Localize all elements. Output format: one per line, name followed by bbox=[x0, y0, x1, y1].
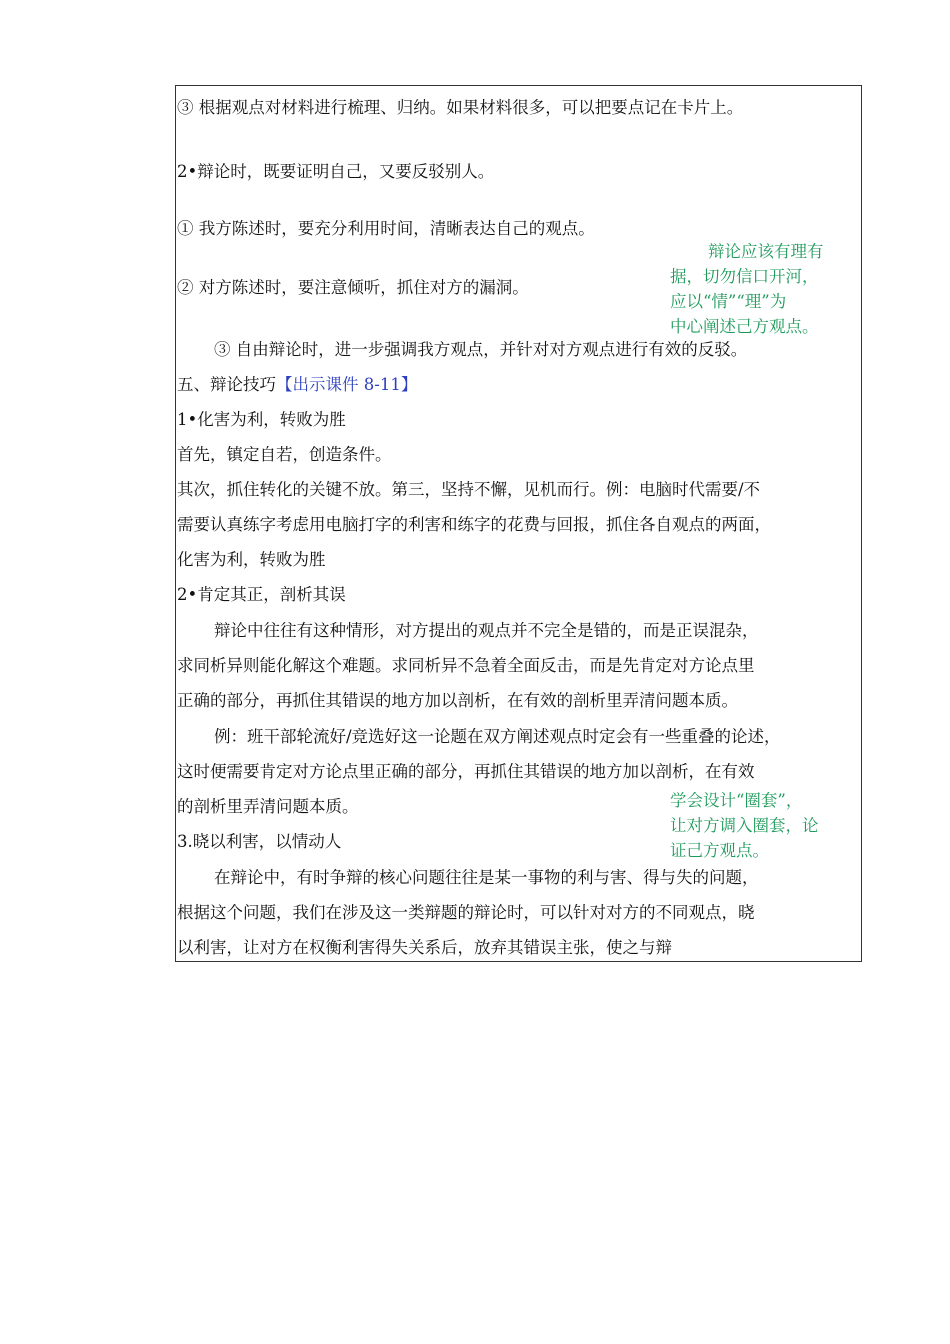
text-line: 正确的部分，再抓住其错误的地方加以剖析，在有效的剖析里弄清问题本质。 bbox=[177, 691, 738, 710]
text-line: 的剖析里弄清问题本质。 bbox=[177, 797, 359, 816]
section-heading-text: 五、辩论技巧 bbox=[177, 375, 276, 394]
text-line: 3.晓以利害，以情动人 bbox=[177, 832, 342, 851]
text-line: 化害为利，转败为胜 bbox=[177, 550, 326, 569]
text-line: ② 对方陈述时，要注意倾听，抓住对方的漏洞。 bbox=[177, 278, 529, 297]
margin-note-2-line: 让对方调入圈套，论 bbox=[670, 816, 819, 835]
margin-note-2-line: 学会设计“圈套”， bbox=[670, 791, 803, 810]
text-line: 需要认真练字考虑用电脑打字的利害和练字的花费与回报，抓住各自观点的两面， bbox=[177, 515, 771, 534]
text-line: 例：班干部轮流好/竞选好这一论题在双方阐述观点时定会有一些重叠的论述， bbox=[214, 727, 781, 746]
section-heading bbox=[177, 374, 417, 396]
margin-note-1-line: 辩论应该有理有 bbox=[708, 242, 824, 261]
text-line: ① 我方陈述时，要充分利用时间，清晰表达自己的观点。 bbox=[177, 219, 595, 238]
text-line: 1•化害为利，转败为胜 bbox=[177, 410, 346, 429]
margin-note-1-line: 据，切勿信口开河， bbox=[670, 267, 819, 286]
margin-note-1-line: 中心阐述己方观点。 bbox=[670, 317, 819, 336]
text-line: ③ 根据观点对材料进行梳理、归纳。如果材料很多，可以把要点记在卡片上。 bbox=[177, 98, 744, 117]
text-line: 2•肯定其正，剖析其误 bbox=[177, 585, 346, 604]
text-line: 辩论中往往有这种情形，对方提出的观点并不完全是错的，而是正误混杂， bbox=[214, 621, 759, 640]
text-line: 首先，镇定自若，创造条件。 bbox=[177, 445, 392, 464]
text-line: 以利害，让对方在权衡利害得失关系后，放弃其错误主张，使之与辩 bbox=[177, 938, 672, 957]
text-line: 这时便需要肯定对方论点里正确的部分，再抓住其错误的地方加以剖析，在有效 bbox=[177, 762, 755, 781]
text-line: 在辩论中，有时争辩的核心问题往往是某一事物的利与害、得与失的问题， bbox=[214, 868, 759, 887]
margin-note-2-line: 证己方观点。 bbox=[670, 841, 769, 860]
text-line: 求同析异则能化解这个难题。求同析异不急着全面反击，而是先肯定对方论点里 bbox=[177, 656, 755, 675]
text-line: ③ 自由辩论时，进一步强调我方观点，并针对对方观点进行有效的反驳。 bbox=[214, 340, 748, 359]
text-line: 2•辩论时，既要证明自己，又要反驳别人。 bbox=[177, 162, 495, 181]
courseware-link[interactable]: 【出示课件 8-11】 bbox=[276, 375, 418, 394]
margin-note-1-line: 应以“情”“理”为 bbox=[670, 292, 787, 311]
text-line: 其次，抓住转化的关键不放。第三，坚持不懈，见机而行。例：电脑时代需要/不 bbox=[177, 480, 761, 499]
text-line: 根据这个问题，我们在涉及这一类辩题的辩论时，可以针对对方的不同观点，晓 bbox=[177, 903, 755, 922]
